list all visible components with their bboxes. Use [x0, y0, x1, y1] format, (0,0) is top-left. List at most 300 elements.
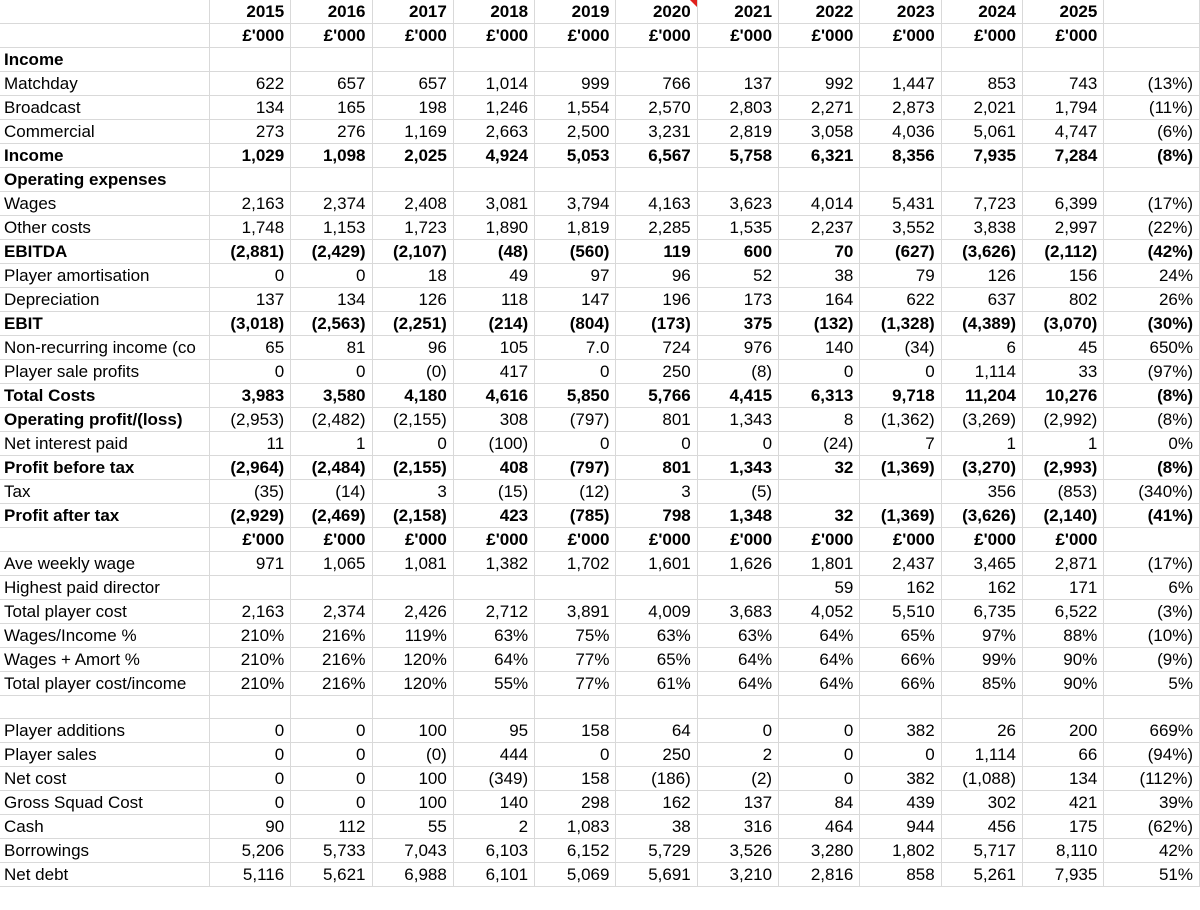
value-cell[interactable]: 724	[616, 336, 697, 360]
value-cell[interactable]: (14)	[291, 480, 372, 504]
value-cell[interactable]: (8)	[697, 360, 778, 384]
value-cell[interactable]: 137	[209, 288, 290, 312]
value-cell[interactable]: 162	[860, 576, 941, 600]
value-cell[interactable]: 276	[291, 120, 372, 144]
value-cell[interactable]: 216%	[291, 624, 372, 648]
value-cell[interactable]: 3	[616, 480, 697, 504]
value-cell[interactable]: 976	[697, 336, 778, 360]
value-cell[interactable]: (2,429)	[291, 240, 372, 264]
row-label-cell[interactable]	[0, 528, 209, 552]
row-label-cell[interactable]: Income	[0, 144, 209, 168]
value-cell[interactable]: 119%	[372, 624, 453, 648]
change-cell[interactable]: (6%)	[1104, 120, 1200, 144]
value-cell[interactable]: 210%	[209, 672, 290, 696]
value-cell[interactable]: 95	[453, 719, 534, 743]
value-cell[interactable]: (2,469)	[291, 504, 372, 528]
value-cell[interactable]: 118	[453, 288, 534, 312]
value-cell[interactable]: 64%	[779, 624, 860, 648]
value-cell[interactable]: 200	[1023, 719, 1104, 743]
value-cell[interactable]: 90	[209, 815, 290, 839]
value-cell[interactable]	[209, 576, 290, 600]
change-cell[interactable]: 6%	[1104, 576, 1200, 600]
row-label-cell[interactable]: Total player cost/income	[0, 672, 209, 696]
year-header-cell[interactable]: 2018	[453, 0, 534, 24]
value-cell[interactable]: 4,052	[779, 600, 860, 624]
value-cell[interactable]	[291, 168, 372, 192]
row-label-cell[interactable]: Profit before tax	[0, 456, 209, 480]
value-cell[interactable]: 944	[860, 815, 941, 839]
value-cell[interactable]: 1,153	[291, 216, 372, 240]
change-cell[interactable]: (94%)	[1104, 743, 1200, 767]
change-cell[interactable]	[1104, 696, 1200, 719]
unit-header-cell[interactable]: £'000	[697, 24, 778, 48]
value-cell[interactable]	[697, 48, 778, 72]
value-cell[interactable]: 2,712	[453, 600, 534, 624]
value-cell[interactable]: 52	[697, 264, 778, 288]
value-cell[interactable]: (3,626)	[941, 240, 1022, 264]
change-cell[interactable]: (97%)	[1104, 360, 1200, 384]
value-cell[interactable]: 1,802	[860, 839, 941, 863]
value-cell[interactable]: 64	[616, 719, 697, 743]
value-cell[interactable]: (1,369)	[860, 504, 941, 528]
value-cell[interactable]: 64%	[453, 648, 534, 672]
change-cell[interactable]: (9%)	[1104, 648, 1200, 672]
value-cell[interactable]: (2,929)	[209, 504, 290, 528]
change-cell[interactable]: 650%	[1104, 336, 1200, 360]
value-cell[interactable]: 55%	[453, 672, 534, 696]
value-cell[interactable]: 216%	[291, 648, 372, 672]
change-cell[interactable]: (17%)	[1104, 552, 1200, 576]
value-cell[interactable]: 2,237	[779, 216, 860, 240]
value-cell[interactable]: £'000	[779, 528, 860, 552]
year-header-cell[interactable]: 2015	[209, 0, 290, 24]
value-cell[interactable]: £'000	[616, 528, 697, 552]
value-cell[interactable]: 1	[291, 432, 372, 456]
value-cell[interactable]: 134	[291, 288, 372, 312]
value-cell[interactable]: 0	[616, 432, 697, 456]
row-label-cell[interactable]: Operating expenses	[0, 168, 209, 192]
value-cell[interactable]: (797)	[535, 408, 616, 432]
value-cell[interactable]: £'000	[1023, 528, 1104, 552]
value-cell[interactable]: 0	[209, 360, 290, 384]
value-cell[interactable]: (1,328)	[860, 312, 941, 336]
value-cell[interactable]: 137	[697, 72, 778, 96]
value-cell[interactable]: 0	[209, 264, 290, 288]
value-cell[interactable]: (12)	[535, 480, 616, 504]
value-cell[interactable]: 126	[372, 288, 453, 312]
value-cell[interactable]: (2,155)	[372, 456, 453, 480]
value-cell[interactable]	[697, 168, 778, 192]
change-cell[interactable]: (8%)	[1104, 144, 1200, 168]
value-cell[interactable]: 2,426	[372, 600, 453, 624]
value-cell[interactable]: 0	[697, 719, 778, 743]
value-cell[interactable]: (100)	[453, 432, 534, 456]
value-cell[interactable]: 32	[779, 504, 860, 528]
value-cell[interactable]	[941, 168, 1022, 192]
value-cell[interactable]: (0)	[372, 743, 453, 767]
value-cell[interactable]: 210%	[209, 624, 290, 648]
value-cell[interactable]: 5,766	[616, 384, 697, 408]
value-cell[interactable]: 5,261	[941, 863, 1022, 887]
value-cell[interactable]: 147	[535, 288, 616, 312]
value-cell[interactable]: (785)	[535, 504, 616, 528]
value-cell[interactable]: (349)	[453, 767, 534, 791]
value-cell[interactable]: 97	[535, 264, 616, 288]
value-cell[interactable]: 18	[372, 264, 453, 288]
value-cell[interactable]: 382	[860, 767, 941, 791]
value-cell[interactable]: 0	[372, 432, 453, 456]
change-header-cell[interactable]	[1104, 0, 1200, 24]
value-cell[interactable]: 10,276	[1023, 384, 1104, 408]
header-corner-cell[interactable]	[0, 0, 209, 24]
value-cell[interactable]: 79	[860, 264, 941, 288]
value-cell[interactable]: 97%	[941, 624, 1022, 648]
value-cell[interactable]: 11,204	[941, 384, 1022, 408]
value-cell[interactable]: 6,103	[453, 839, 534, 863]
value-cell[interactable]: (3,626)	[941, 504, 1022, 528]
value-cell[interactable]: 417	[453, 360, 534, 384]
value-cell[interactable]: 61%	[616, 672, 697, 696]
value-cell[interactable]	[616, 168, 697, 192]
change-cell[interactable]: (41%)	[1104, 504, 1200, 528]
value-cell[interactable]: 6	[941, 336, 1022, 360]
value-cell[interactable]: 0	[291, 719, 372, 743]
value-cell[interactable]: £'000	[209, 528, 290, 552]
year-header-cell[interactable]: 2021	[697, 0, 778, 24]
row-label-cell[interactable]: Cash	[0, 815, 209, 839]
value-cell[interactable]: 0	[535, 360, 616, 384]
unit-header-cell[interactable]: £'000	[453, 24, 534, 48]
value-cell[interactable]: 84	[779, 791, 860, 815]
value-cell[interactable]: 4,924	[453, 144, 534, 168]
row-label-cell[interactable]: Highest paid director	[0, 576, 209, 600]
value-cell[interactable]: (3,270)	[941, 456, 1022, 480]
row-label-cell[interactable]: Player amortisation	[0, 264, 209, 288]
change-cell[interactable]	[1104, 48, 1200, 72]
value-cell[interactable]: 3,891	[535, 600, 616, 624]
value-cell[interactable]	[941, 48, 1022, 72]
value-cell[interactable]: 456	[941, 815, 1022, 839]
value-cell[interactable]: 45	[1023, 336, 1104, 360]
value-cell[interactable]: (1,362)	[860, 408, 941, 432]
row-label-cell[interactable]: Total Costs	[0, 384, 209, 408]
value-cell[interactable]: 140	[453, 791, 534, 815]
value-cell[interactable]: 63%	[616, 624, 697, 648]
value-cell[interactable]: 75%	[535, 624, 616, 648]
value-cell[interactable]: 6,735	[941, 600, 1022, 624]
value-cell[interactable]: (2,158)	[372, 504, 453, 528]
row-label-cell[interactable]: Tax	[0, 480, 209, 504]
value-cell[interactable]	[616, 576, 697, 600]
value-cell[interactable]: 421	[1023, 791, 1104, 815]
value-cell[interactable]: 165	[291, 96, 372, 120]
value-cell[interactable]	[860, 168, 941, 192]
unit-header-cell[interactable]: £'000	[779, 24, 860, 48]
value-cell[interactable]: 2,816	[779, 863, 860, 887]
value-cell[interactable]	[372, 696, 453, 719]
value-cell[interactable]: 6,152	[535, 839, 616, 863]
value-cell[interactable]: 4,747	[1023, 120, 1104, 144]
value-cell[interactable]: 622	[860, 288, 941, 312]
value-cell[interactable]: 55	[372, 815, 453, 839]
value-cell[interactable]: 65%	[616, 648, 697, 672]
value-cell[interactable]: (0)	[372, 360, 453, 384]
value-cell[interactable]: 162	[941, 576, 1022, 600]
value-cell[interactable]	[779, 168, 860, 192]
row-label-cell[interactable]: Gross Squad Cost	[0, 791, 209, 815]
value-cell[interactable]	[779, 696, 860, 719]
value-cell[interactable]: 5,061	[941, 120, 1022, 144]
value-cell[interactable]: 0	[535, 743, 616, 767]
value-cell[interactable]	[535, 576, 616, 600]
row-label-cell[interactable]: EBIT	[0, 312, 209, 336]
row-label-cell[interactable]: Net cost	[0, 767, 209, 791]
value-cell[interactable]: 7,935	[1023, 863, 1104, 887]
row-label-cell[interactable]: Player additions	[0, 719, 209, 743]
value-cell[interactable]: (132)	[779, 312, 860, 336]
change-cell[interactable]: (8%)	[1104, 456, 1200, 480]
value-cell[interactable]: 316	[697, 815, 778, 839]
value-cell[interactable]: 2,021	[941, 96, 1022, 120]
value-cell[interactable]: 7,723	[941, 192, 1022, 216]
value-cell[interactable]: 90%	[1023, 648, 1104, 672]
value-cell[interactable]: 38	[779, 264, 860, 288]
value-cell[interactable]: 302	[941, 791, 1022, 815]
row-label-cell[interactable]: Net debt	[0, 863, 209, 887]
value-cell[interactable]: 158	[535, 767, 616, 791]
value-cell[interactable]: (560)	[535, 240, 616, 264]
value-cell[interactable]: 444	[453, 743, 534, 767]
value-cell[interactable]: 1,169	[372, 120, 453, 144]
value-cell[interactable]	[697, 576, 778, 600]
change-cell[interactable]: (8%)	[1104, 384, 1200, 408]
value-cell[interactable]: 140	[779, 336, 860, 360]
value-cell[interactable]: (2,993)	[1023, 456, 1104, 480]
value-cell[interactable]: 171	[1023, 576, 1104, 600]
value-cell[interactable]: 11	[209, 432, 290, 456]
value-cell[interactable]: 1,382	[453, 552, 534, 576]
value-cell[interactable]: (48)	[453, 240, 534, 264]
value-cell[interactable]: 2,803	[697, 96, 778, 120]
value-cell[interactable]: 4,415	[697, 384, 778, 408]
value-cell[interactable]: 423	[453, 504, 534, 528]
value-cell[interactable]: 1,114	[941, 360, 1022, 384]
unit-header-cell[interactable]: £'000	[941, 24, 1022, 48]
value-cell[interactable]: 0	[291, 743, 372, 767]
value-cell[interactable]	[535, 48, 616, 72]
value-cell[interactable]: 2,163	[209, 600, 290, 624]
value-cell[interactable]: 6,522	[1023, 600, 1104, 624]
change-cell[interactable]	[1104, 168, 1200, 192]
value-cell[interactable]	[209, 168, 290, 192]
unit-header-cell[interactable]: £'000	[616, 24, 697, 48]
value-cell[interactable]: 8	[779, 408, 860, 432]
value-cell[interactable]: 1	[1023, 432, 1104, 456]
value-cell[interactable]: 3,623	[697, 192, 778, 216]
value-cell[interactable]: £'000	[372, 528, 453, 552]
value-cell[interactable]	[453, 48, 534, 72]
year-header-cell[interactable]	[616, 0, 697, 24]
value-cell[interactable]: 96	[372, 336, 453, 360]
value-cell[interactable]	[779, 48, 860, 72]
value-cell[interactable]: 3,210	[697, 863, 778, 887]
value-cell[interactable]: 3,231	[616, 120, 697, 144]
row-label-cell[interactable]: Commercial	[0, 120, 209, 144]
value-cell[interactable]	[535, 696, 616, 719]
value-cell[interactable]: 158	[535, 719, 616, 743]
value-cell[interactable]: 3,526	[697, 839, 778, 863]
value-cell[interactable]: 63%	[697, 624, 778, 648]
value-cell[interactable]: 853	[941, 72, 1022, 96]
value-cell[interactable]: 216%	[291, 672, 372, 696]
value-cell[interactable]: 657	[291, 72, 372, 96]
value-cell[interactable]: 298	[535, 791, 616, 815]
value-cell[interactable]: £'000	[697, 528, 778, 552]
value-cell[interactable]: 802	[1023, 288, 1104, 312]
value-cell[interactable]: 64%	[697, 648, 778, 672]
year-header-cell[interactable]: 2024	[941, 0, 1022, 24]
value-cell[interactable]: 5,206	[209, 839, 290, 863]
row-label-cell[interactable]: Wages/Income %	[0, 624, 209, 648]
value-cell[interactable]: 2,437	[860, 552, 941, 576]
unit-header-cell[interactable]: £'000	[209, 24, 290, 48]
value-cell[interactable]: (804)	[535, 312, 616, 336]
value-cell[interactable]: 0	[535, 432, 616, 456]
row-label-cell[interactable]: Wages + Amort %	[0, 648, 209, 672]
value-cell[interactable]: 5,733	[291, 839, 372, 863]
value-cell[interactable]: £'000	[941, 528, 1022, 552]
unit-header-cell[interactable]: £'000	[535, 24, 616, 48]
row-label-cell[interactable]: Income	[0, 48, 209, 72]
value-cell[interactable]: 175	[1023, 815, 1104, 839]
row-label-cell[interactable]: Broadcast	[0, 96, 209, 120]
value-cell[interactable]: 2,500	[535, 120, 616, 144]
value-cell[interactable]: 1,601	[616, 552, 697, 576]
value-cell[interactable]: 992	[779, 72, 860, 96]
value-cell[interactable]: (797)	[535, 456, 616, 480]
value-cell[interactable]	[860, 480, 941, 504]
value-cell[interactable]: 382	[860, 719, 941, 743]
value-cell[interactable]: 119	[616, 240, 697, 264]
year-header-cell[interactable]: 2016	[291, 0, 372, 24]
value-cell[interactable]: 2,163	[209, 192, 290, 216]
value-cell[interactable]: 3,580	[291, 384, 372, 408]
change-cell[interactable]: 0%	[1104, 432, 1200, 456]
value-cell[interactable]: 3,552	[860, 216, 941, 240]
value-cell[interactable]: 798	[616, 504, 697, 528]
row-label-cell[interactable]: Matchday	[0, 72, 209, 96]
value-cell[interactable]: 1,083	[535, 815, 616, 839]
value-cell[interactable]: (186)	[616, 767, 697, 791]
value-cell[interactable]: 2,819	[697, 120, 778, 144]
value-cell[interactable]: 126	[941, 264, 1022, 288]
value-cell[interactable]: 0	[291, 791, 372, 815]
value-cell[interactable]: 2,663	[453, 120, 534, 144]
value-cell[interactable]: 77%	[535, 648, 616, 672]
value-cell[interactable]: 64%	[779, 672, 860, 696]
value-cell[interactable]: 70	[779, 240, 860, 264]
value-cell[interactable]	[291, 576, 372, 600]
value-cell[interactable]: 439	[860, 791, 941, 815]
value-cell[interactable]: (3,269)	[941, 408, 1022, 432]
value-cell[interactable]: 1,890	[453, 216, 534, 240]
value-cell[interactable]: 100	[372, 719, 453, 743]
value-cell[interactable]: 1,748	[209, 216, 290, 240]
value-cell[interactable]	[1023, 696, 1104, 719]
value-cell[interactable]: 1,098	[291, 144, 372, 168]
unit-header-cell[interactable]: £'000	[372, 24, 453, 48]
value-cell[interactable]	[209, 696, 290, 719]
value-cell[interactable]: 38	[616, 815, 697, 839]
value-cell[interactable]	[453, 576, 534, 600]
value-cell[interactable]	[860, 696, 941, 719]
unit-header-cell[interactable]: £'000	[1023, 24, 1104, 48]
value-cell[interactable]: 3,794	[535, 192, 616, 216]
unit-header-cell[interactable]: £'000	[291, 24, 372, 48]
year-header-cell[interactable]: 2019	[535, 0, 616, 24]
value-cell[interactable]: 3,838	[941, 216, 1022, 240]
value-cell[interactable]	[779, 480, 860, 504]
value-cell[interactable]: 120%	[372, 672, 453, 696]
value-cell[interactable]: 63%	[453, 624, 534, 648]
value-cell[interactable]: 0	[209, 791, 290, 815]
change-cell[interactable]: (62%)	[1104, 815, 1200, 839]
value-cell[interactable]: 250	[616, 360, 697, 384]
value-cell[interactable]: 0	[209, 719, 290, 743]
value-cell[interactable]: 120%	[372, 648, 453, 672]
value-cell[interactable]: 1,246	[453, 96, 534, 120]
value-cell[interactable]: £'000	[860, 528, 941, 552]
row-label-cell[interactable]	[0, 696, 209, 719]
value-cell[interactable]: (34)	[860, 336, 941, 360]
row-label-cell[interactable]: Player sale profits	[0, 360, 209, 384]
value-cell[interactable]: 0	[697, 432, 778, 456]
value-cell[interactable]: 7.0	[535, 336, 616, 360]
value-cell[interactable]: (1,369)	[860, 456, 941, 480]
value-cell[interactable]: (2)	[697, 767, 778, 791]
value-cell[interactable]: 0	[860, 360, 941, 384]
value-cell[interactable]: 8,110	[1023, 839, 1104, 863]
value-cell[interactable]: (24)	[779, 432, 860, 456]
value-cell[interactable]: (173)	[616, 312, 697, 336]
value-cell[interactable]: 3,058	[779, 120, 860, 144]
value-cell[interactable]: (3,070)	[1023, 312, 1104, 336]
value-cell[interactable]: 1,535	[697, 216, 778, 240]
change-cell[interactable]: (13%)	[1104, 72, 1200, 96]
value-cell[interactable]: 1,447	[860, 72, 941, 96]
value-cell[interactable]: 66%	[860, 648, 941, 672]
change-cell[interactable]: (3%)	[1104, 600, 1200, 624]
value-cell[interactable]: 105	[453, 336, 534, 360]
value-cell[interactable]: 49	[453, 264, 534, 288]
value-cell[interactable]: 85%	[941, 672, 1022, 696]
value-cell[interactable]: (2,112)	[1023, 240, 1104, 264]
year-header-cell[interactable]: 2022	[779, 0, 860, 24]
row-label-cell[interactable]: Player sales	[0, 743, 209, 767]
value-cell[interactable]: 134	[1023, 767, 1104, 791]
value-cell[interactable]: 375	[697, 312, 778, 336]
change-cell[interactable]: 42%	[1104, 839, 1200, 863]
value-cell[interactable]: 5,053	[535, 144, 616, 168]
value-cell[interactable]: 66	[1023, 743, 1104, 767]
value-cell[interactable]: (15)	[453, 480, 534, 504]
value-cell[interactable]: 88%	[1023, 624, 1104, 648]
value-cell[interactable]: 164	[779, 288, 860, 312]
value-cell[interactable]: (2,140)	[1023, 504, 1104, 528]
value-cell[interactable]: 3,683	[697, 600, 778, 624]
change-cell[interactable]: 26%	[1104, 288, 1200, 312]
value-cell[interactable]: 3	[372, 480, 453, 504]
